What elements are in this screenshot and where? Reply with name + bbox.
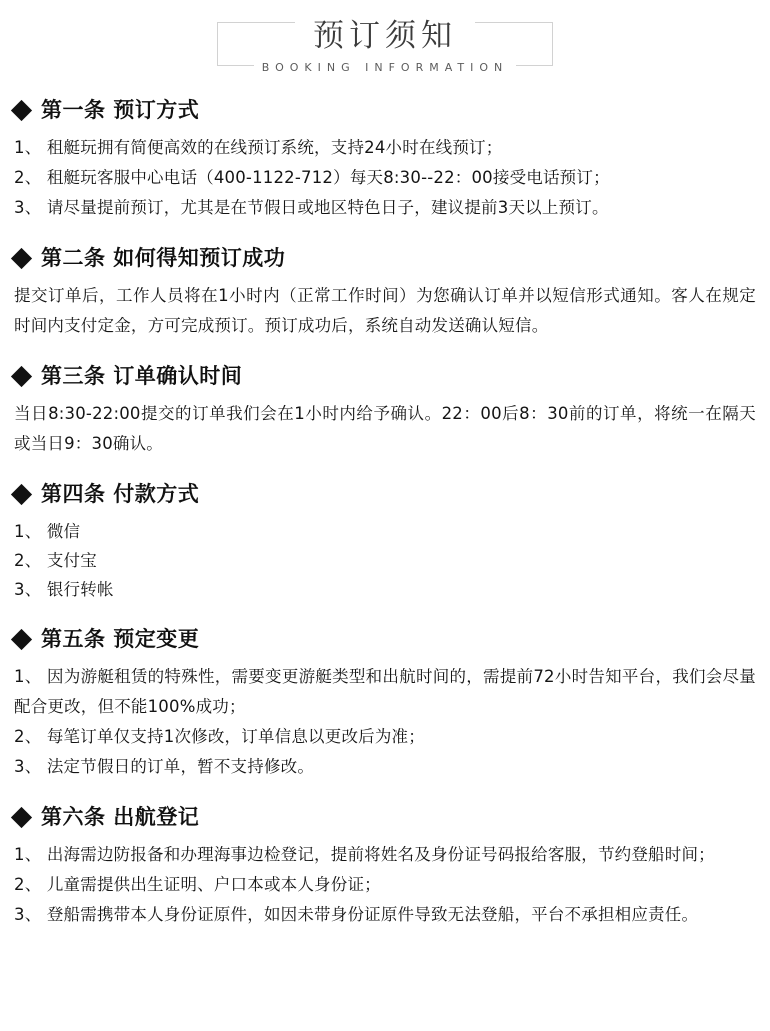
list-item: 1、 微信 xyxy=(14,522,81,541)
list-item: 1、 因为游艇租赁的特殊性，需要变更游艇类型和出航时间的，需提前72小时告知平台，我们会尽量配合更改，但不能100%成功； xyxy=(14,667,756,716)
section-booking-change xyxy=(14,624,756,782)
section-title: 第二条 如何得知预订成功 xyxy=(41,246,286,270)
list-item: 2、 儿童需提供出生证明、户口本或本人身份证； xyxy=(14,875,381,894)
section-title: 第六条 出航登记 xyxy=(41,805,200,829)
list-item: 1、 出海需边防报备和办理海事边检登记，提前将姓名及身份证号码报给客服，节约登船时间； xyxy=(14,845,715,864)
page-subtitle: BOOKING INFORMATION xyxy=(261,61,509,74)
diamond-bullet-icon xyxy=(11,247,32,268)
section-list xyxy=(14,133,756,223)
section-booking-method xyxy=(14,95,756,223)
page-title: 预订须知 xyxy=(313,18,457,54)
diamond-bullet-icon xyxy=(11,628,32,649)
section-title-row xyxy=(14,624,756,654)
section-list xyxy=(14,517,756,604)
page-header xyxy=(14,0,756,75)
diamond-bullet-icon xyxy=(11,99,32,120)
section-paragraph: 提交订单后，工作人员将在1小时内（正常工作时间）为您确认订单并以短信形式通知。客人在规定时间内支付定金，方可完成预订。预订成功后，系统自动发送确认短信。 xyxy=(14,286,756,335)
section-list xyxy=(14,662,756,782)
section-title-row xyxy=(14,95,756,125)
page-subtitle-wrap xyxy=(254,58,517,75)
section-title: 第一条 预订方式 xyxy=(41,98,200,122)
diamond-bullet-icon xyxy=(11,806,32,827)
list-item: 3、 登船需携带本人身份证原件，如因未带身份证原件导致无法登船，平台不承担相应责任。 xyxy=(14,905,699,924)
section-title-row xyxy=(14,243,756,273)
section-departure-registration xyxy=(14,802,756,930)
section-title: 第五条 预定变更 xyxy=(41,627,200,651)
section-title-row xyxy=(14,479,756,509)
section-confirmation-notice xyxy=(14,243,756,341)
section-title-row xyxy=(14,802,756,832)
list-item: 3、 法定节假日的订单，暂不支持修改。 xyxy=(14,757,315,776)
section-payment-methods xyxy=(14,479,756,604)
list-item: 2、 租艇玩客服中心电话（400-1122-712）每天8:30--22：00接受电话预订； xyxy=(14,168,610,187)
section-title-row xyxy=(14,361,756,391)
section-confirmation-time xyxy=(14,361,756,459)
section-list xyxy=(14,840,756,930)
section-paragraph: 当日8:30-22:00提交的订单我们会在1小时内给予确认。22：00后8：30前的订单，将统一在隔天或当日9：30确认。 xyxy=(14,404,756,453)
section-title: 第三条 订单确认时间 xyxy=(41,364,243,388)
list-item: 1、 租艇玩拥有简便高效的在线预订系统，支持24小时在线预订； xyxy=(14,138,503,157)
page-subtitle-row xyxy=(14,56,756,75)
list-item: 3、 请尽量提前预订，尤其是在节假日或地区特色日子，建议提前3天以上预订。 xyxy=(14,198,609,217)
diamond-bullet-icon xyxy=(11,365,32,386)
section-title: 第四条 付款方式 xyxy=(41,482,200,506)
page-title-wrap xyxy=(295,16,475,56)
list-item: 3、 银行转帐 xyxy=(14,580,114,599)
list-item: 2、 支付宝 xyxy=(14,551,97,570)
list-item: 2、 每笔订单仅支持1次修改，订单信息以更改后为准； xyxy=(14,727,425,746)
diamond-bullet-icon xyxy=(11,483,32,504)
